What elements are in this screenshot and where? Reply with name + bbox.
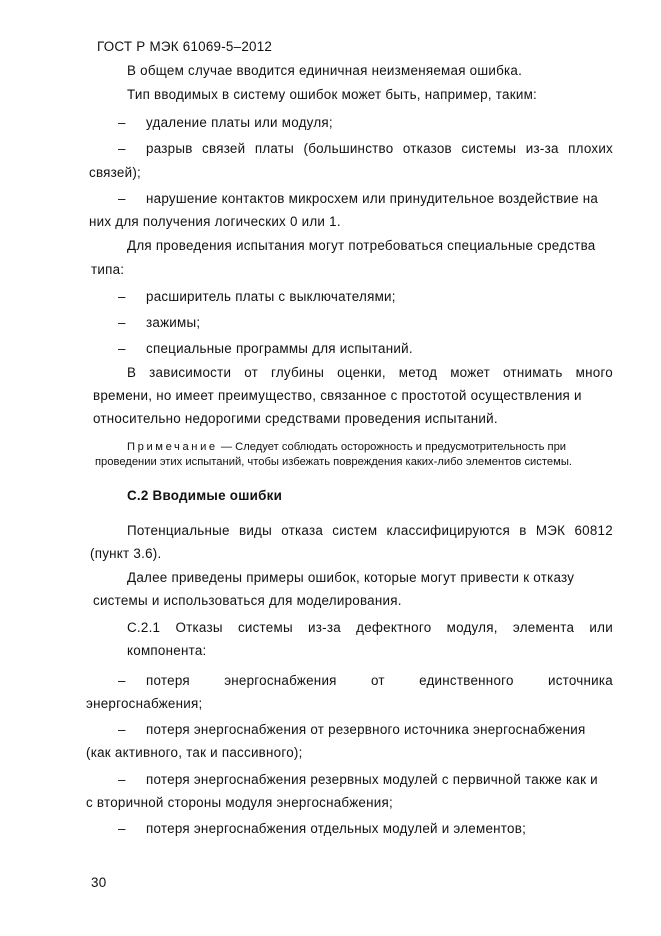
paragraph-failure-types: Потенциальные виды отказа систем классифицируются в МЭК 60812 bbox=[127, 523, 613, 538]
list-dash: – bbox=[118, 673, 126, 688]
page-number: 30 bbox=[91, 875, 107, 890]
list-item-board-break: разрыв связей платы (большинство отказов системы из-за плохих bbox=[146, 141, 613, 156]
list-dash: – bbox=[118, 191, 126, 206]
subsection-heading: С.2.1 Отказы системы из-за дефектного модуля, элемента или bbox=[127, 620, 613, 635]
list-item-continuation: (как активного, так и пассивного); bbox=[86, 745, 303, 760]
list-dash: – bbox=[118, 115, 126, 130]
list-dash: – bbox=[118, 772, 126, 787]
paragraph-continuation: системы и использоваться для моделирования. bbox=[93, 593, 402, 608]
list-item-remove-board: удаление платы или модуля; bbox=[146, 115, 333, 130]
list-item-continuation: энергоснабжения; bbox=[86, 696, 203, 711]
paragraph-continuation: времени, но имеет преимущество, связанное с простотой осуществления и bbox=[93, 388, 582, 403]
list-dash: – bbox=[118, 141, 126, 156]
paragraph-single-fault: В общем случае вводится единичная неизменяемая ошибка. bbox=[127, 63, 523, 78]
list-dash: – bbox=[118, 341, 126, 356]
list-dash: – bbox=[118, 821, 126, 836]
list-item-continuation: них для получения логических 0 или 1. bbox=[89, 214, 341, 229]
list-dash: – bbox=[118, 722, 126, 737]
note-label: Примечание bbox=[127, 441, 218, 453]
subsection-continuation: компонента: bbox=[127, 643, 207, 658]
paragraph-fault-types: Тип вводимых в систему ошибок может быть, например, таким: bbox=[127, 87, 537, 102]
list-dash: – bbox=[118, 315, 126, 330]
list-item-backup-power-loss: потеря энергоснабжения от резервного источника энергоснабжения bbox=[146, 722, 586, 737]
section-heading: С.2 Вводимые ошибки bbox=[127, 488, 283, 503]
note-line: Примечание — Следует соблюдать осторожность и предусмотрительность при bbox=[127, 441, 567, 453]
list-item-clamps: зажимы; bbox=[146, 315, 201, 330]
paragraph-examples: Далее приведены примеры ошибок, которые могут привести к отказу bbox=[127, 570, 575, 585]
document-header: ГОСТ Р МЭК 61069-5–2012 bbox=[97, 39, 273, 54]
paragraph-continuation: относительно недорогими средствами проведения испытаний. bbox=[93, 411, 498, 426]
paragraph-continuation: типа: bbox=[91, 262, 125, 277]
paragraph-special-tools: Для проведения испытания могут потребоваться специальные средства bbox=[127, 238, 596, 253]
list-item-single-power-loss: потеря энергоснабжения от единственного источника bbox=[146, 673, 613, 688]
list-dash: – bbox=[118, 289, 126, 304]
list-item-extender-board: расширитель платы с выключателями; bbox=[146, 289, 396, 304]
note-line: проведении этих испытаний, чтобы избежать повреждения каких-либо элементов системы. bbox=[95, 456, 572, 468]
list-item-individual-modules-power-loss: потеря энергоснабжения отдельных модулей и элементов; bbox=[146, 821, 527, 836]
paragraph-continuation: (пункт 3.6). bbox=[90, 546, 162, 561]
list-item-contact-break: нарушение контактов микросхем или принудительное воздействие на bbox=[146, 191, 599, 206]
list-item-test-programs: специальные программы для испытаний. bbox=[146, 341, 413, 356]
paragraph-depth: В зависимости от глубины оценки, метод может отнимать много bbox=[127, 365, 613, 380]
list-item-continuation: связей); bbox=[89, 165, 142, 180]
list-item-continuation: с вторичной стороны модуля энергоснабжения; bbox=[86, 795, 393, 810]
list-item-redundant-modules-power-loss: потеря энергоснабжения резервных модулей с первичной также как и bbox=[146, 772, 598, 787]
